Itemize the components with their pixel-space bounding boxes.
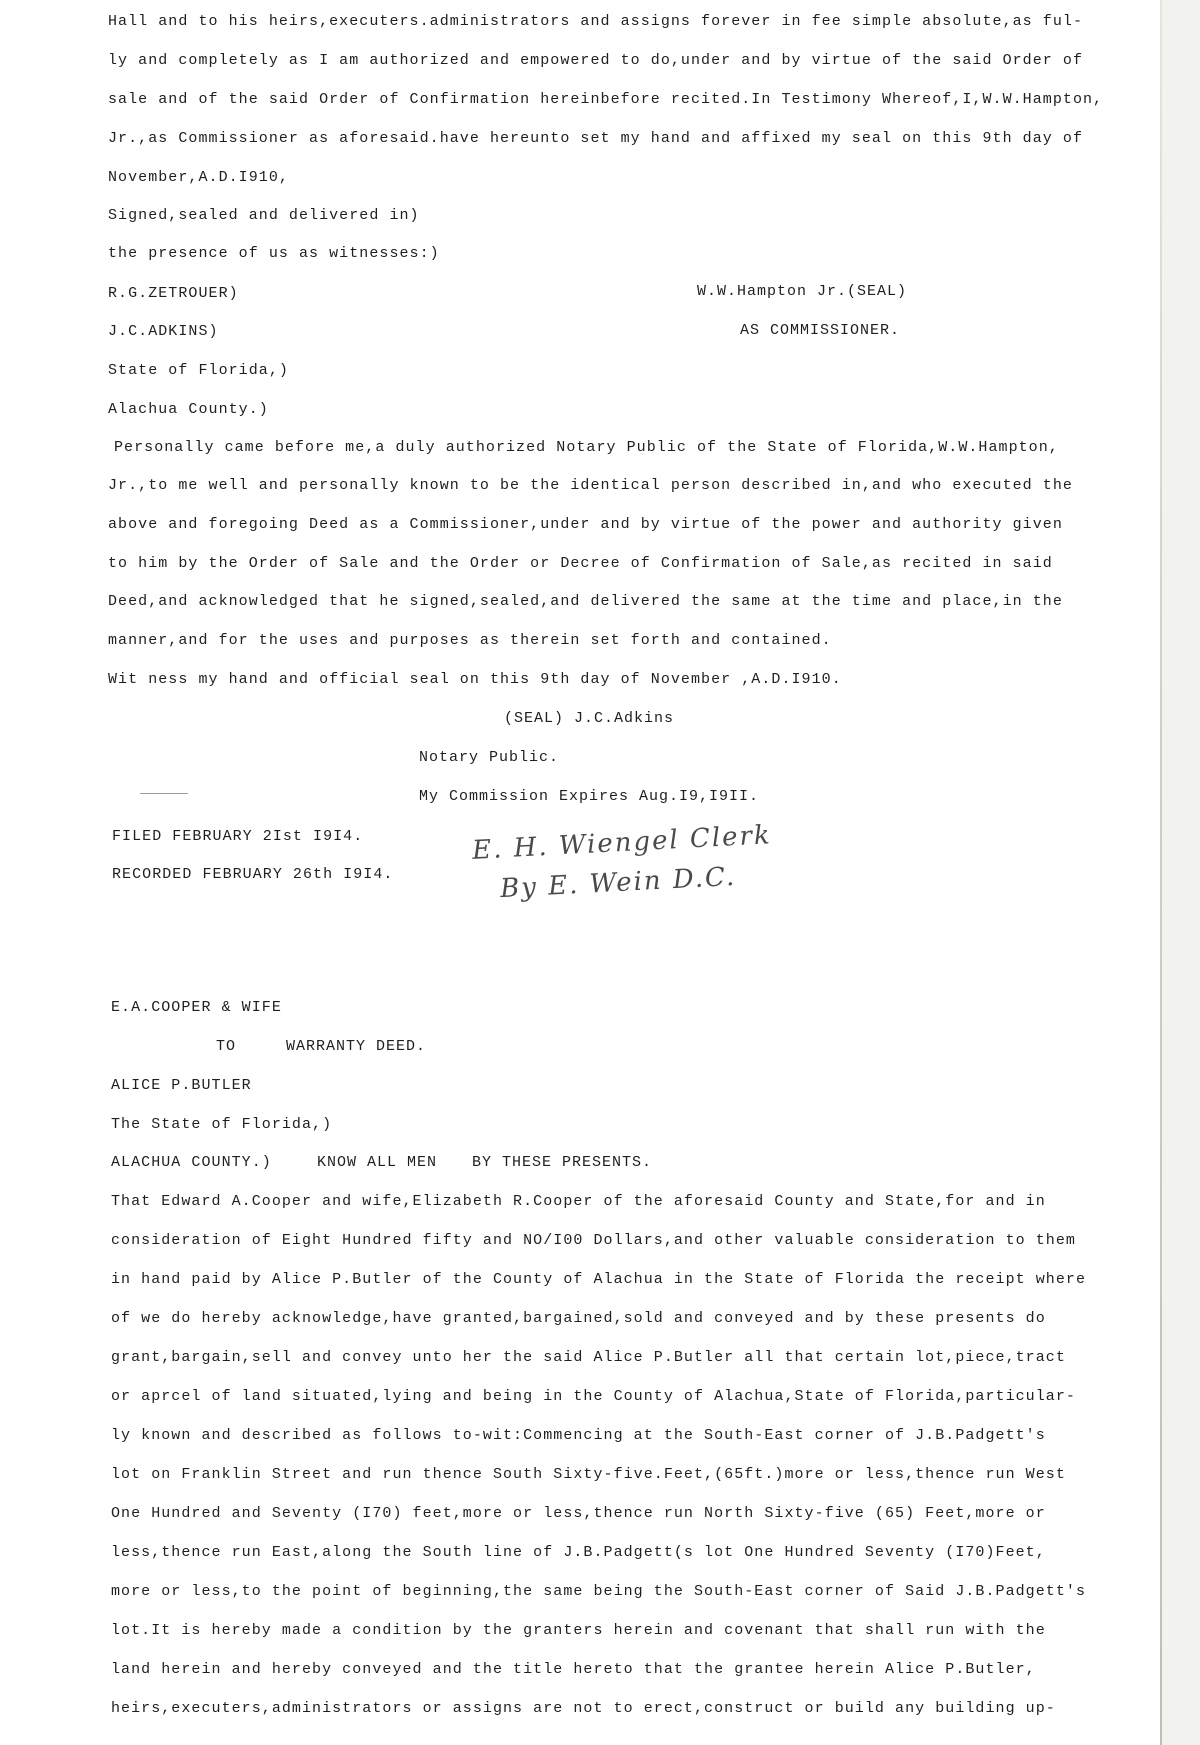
deed2-know-all: KNOW ALL MEN <box>317 1154 438 1171</box>
notary-seal-signature: (SEAL) J.C.Adkins <box>504 710 675 727</box>
deed2-body-line-3: in hand paid by Alice P.Butler of the County of Alachua in the State of Florida the receipt where <box>111 1271 1086 1288</box>
clerk-signature-line-2: By E. Wein D.C. <box>499 861 737 905</box>
witness-1: R.G.ZETROUER) <box>108 285 239 302</box>
ack-line-6: manner,and for the uses and purposes as therein set forth and contained. <box>108 632 832 649</box>
deed2-body-line-7: ly known and described as follows to-wit:Commencing at the South-East corner of J.B.Padgett's <box>111 1427 1046 1444</box>
witness-2: J.C.ADKINS) <box>108 323 219 340</box>
ack-line-4: to him by the Order of Sale and the Order or Decree of Confirmation of Sale,as recited in said <box>108 555 1053 572</box>
deed2-grantee: ALICE P.BUTLER <box>111 1077 252 1094</box>
deed2-state-line: The State of Florida,) <box>111 1116 333 1133</box>
notary-title: Notary Public. <box>419 749 560 766</box>
deed2-body-line-10: less,thence run East,along the South line of J.B.Padgett(s lot One Hundred Seventy (I70)Feet, <box>111 1544 1046 1561</box>
deed2-body-line-13: land herein and hereby conveyed and the title hereto that the grantee herein Alice P.Butler, <box>111 1661 1036 1678</box>
ack-line-5: Deed,and acknowledged that he signed,sealed,and delivered the same at the time and place,in the <box>108 593 1063 610</box>
stray-mark <box>140 793 188 794</box>
recorded-date: RECORDED FEBRUARY 26th I9I4. <box>112 866 394 883</box>
deed2-to: TO <box>216 1038 237 1055</box>
signer-name: W.W.Hampton Jr.(SEAL) <box>697 283 908 300</box>
ack-line-7: Wit ness my hand and official seal on this 9th day of November ,A.D.I910. <box>108 671 842 688</box>
deed2-by-these: BY THESE PRESENTS. <box>472 1154 653 1171</box>
witness-intro-2: the presence of us as witnesses:) <box>108 245 440 262</box>
deed1-paragraph-line-4: Jr.,as Commissioner as aforesaid.have hereunto set my hand and affixed my seal on this 9th day of <box>108 130 1083 147</box>
deed2-body-line-2: consideration of Eight Hundred fifty and NO/I00 Dollars,and other valuable consideration to them <box>111 1232 1076 1249</box>
witness-intro-1: Signed,sealed and delivered in) <box>108 207 420 224</box>
deed2-body-line-12: lot.It is hereby made a condition by the granters herein and covenant that shall run with the <box>111 1622 1046 1639</box>
ack-line-1: Personally came before me,a duly authorized Notary Public of the State of Florida,W.W.Hampton, <box>114 439 1059 456</box>
deed1-paragraph-line-5: November,A.D.I910, <box>108 169 289 186</box>
deed1-paragraph-line-3: sale and of the said Order of Confirmation hereinbefore recited.In Testimony Whereof,I,W.W.Hampton, <box>108 91 1104 108</box>
deed2-county-line: ALACHUA COUNTY.) <box>111 1154 272 1171</box>
signer-title: AS COMMISSIONER. <box>740 322 901 339</box>
deed1-paragraph-line-2: ly and completely as I am authorized and empowered to do,under and by virtue of the said Order of <box>108 52 1083 69</box>
ack-county-line: Alachua County.) <box>108 401 269 418</box>
ack-line-3: above and foregoing Deed as a Commissioner,under and by virtue of the power and authority given <box>108 516 1063 533</box>
deed2-body-line-5: grant,bargain,sell and convey unto her the said Alice P.Butler all that certain lot,piece,tract <box>111 1349 1066 1366</box>
clerk-signature-line-1: E. H. Wiengel Clerk <box>471 820 773 866</box>
deed2-type: WARRANTY DEED. <box>286 1038 427 1055</box>
page-edge-line <box>1160 0 1162 1745</box>
deed2-body-line-8: lot on Franklin Street and run thence South Sixty-five.Feet,(65ft.)more or less,thence run West <box>111 1466 1066 1483</box>
deed2-body-line-11: more or less,to the point of beginning,the same being the South-East corner of Said J.B.Padgett's <box>111 1583 1086 1600</box>
deed2-body-line-9: One Hundred and Seventy (I70) feet,more or less,thence run North Sixty-five (65) Feet,more or <box>111 1505 1046 1522</box>
ack-line-2: Jr.,to me well and personally known to be the identical person described in,and who executed the <box>108 477 1073 494</box>
deed2-body-line-1: That Edward A.Cooper and wife,Elizabeth R.Cooper of the aforesaid County and State,for and in <box>111 1193 1046 1210</box>
deed2-body-line-4: of we do hereby acknowledge,have granted,bargained,sold and conveyed and by these presents do <box>111 1310 1046 1327</box>
notary-commission-expires: My Commission Expires Aug.I9,I9II. <box>419 788 760 805</box>
filed-date: FILED FEBRUARY 2Ist I9I4. <box>112 828 364 845</box>
deed2-grantor: E.A.COOPER & WIFE <box>111 999 282 1016</box>
deed2-body-line-14: heirs,executers,administrators or assigns are not to erect,construct or build any building up- <box>111 1700 1056 1717</box>
ack-state-line: State of Florida,) <box>108 362 289 379</box>
deed2-body-line-6: or aprcel of land situated,lying and being in the County of Alachua,State of Florida,particular- <box>111 1388 1076 1405</box>
page-edge-shadow <box>1162 0 1200 1745</box>
deed1-paragraph-line-1: Hall and to his heirs,executers.administrators and assigns forever in fee simple absolute,as ful- <box>108 13 1083 30</box>
